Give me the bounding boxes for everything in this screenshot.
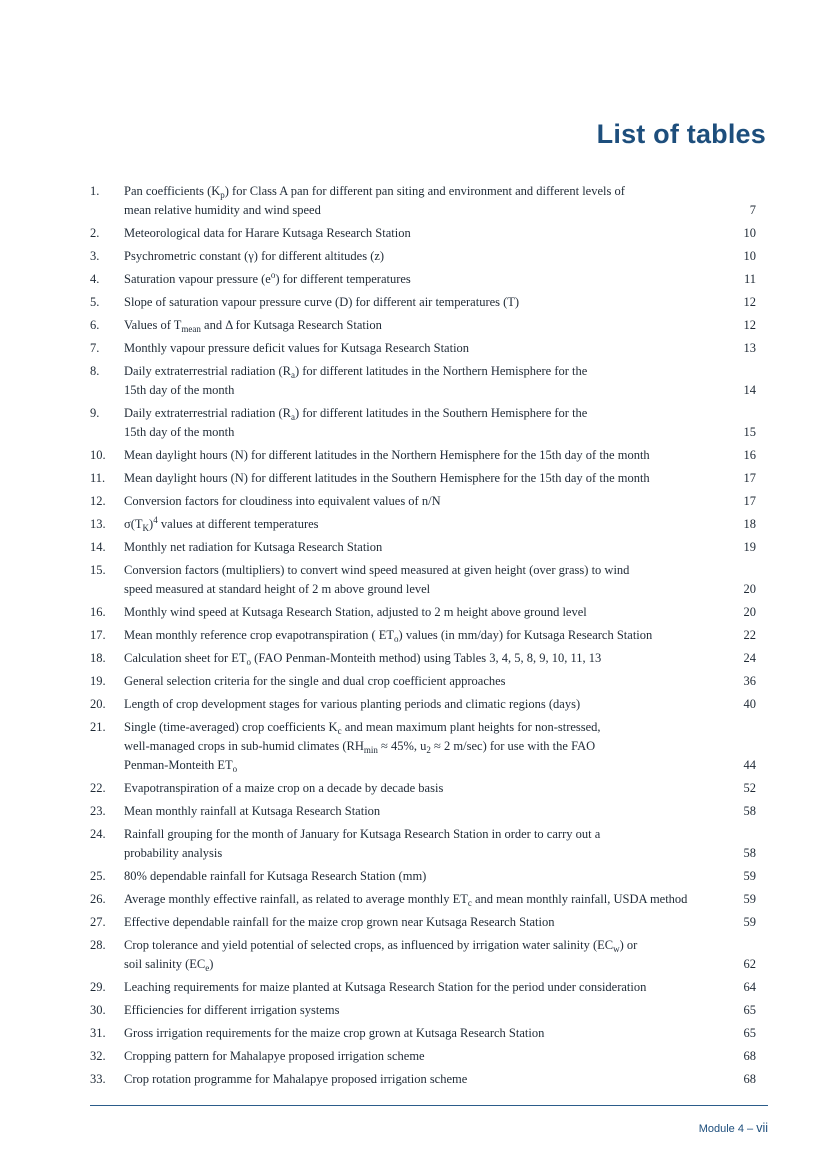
item-page: 18 bbox=[743, 517, 756, 531]
item-number: 19. bbox=[90, 674, 106, 688]
item-number: 5. bbox=[90, 295, 100, 309]
list-item bbox=[90, 492, 756, 511]
item-title: Pan coefficients $(K_p)$ for Class A pan for different pan siting and environment and different levels of mean relative humidity and wind speed bbox=[124, 184, 625, 217]
item-number: 15. bbox=[90, 563, 106, 577]
item-page: 20 bbox=[743, 582, 756, 596]
list-item bbox=[90, 339, 756, 358]
list-item bbox=[90, 247, 756, 266]
item-title: Length of crop development stages for various planting periods and climatic regions (days) bbox=[124, 697, 581, 711]
item-page: 7 bbox=[749, 203, 756, 217]
list-item bbox=[90, 890, 756, 909]
item-page: 20 bbox=[743, 605, 756, 619]
item-number: 9. bbox=[90, 406, 100, 420]
item-number: 16. bbox=[90, 605, 106, 619]
list-item bbox=[90, 802, 756, 821]
item-title: Saturation vapour pressure $(e^o)$ for different temperatures bbox=[124, 270, 411, 286]
page-footer bbox=[699, 1121, 768, 1135]
item-title: Slope of saturation vapour pressure curve (D) for different air temperatures (T) bbox=[124, 295, 520, 309]
item-number: 25. bbox=[90, 869, 106, 883]
list-item bbox=[90, 672, 756, 691]
item-number: 13. bbox=[90, 517, 106, 531]
item-number: 24. bbox=[90, 827, 106, 841]
item-number: 29. bbox=[90, 980, 106, 994]
item-number: 10. bbox=[90, 448, 106, 462]
footer-module-label: Module 4 – bbox=[698, 1123, 757, 1135]
item-title: Single (time-averaged) crop coefficients $K_c$ and mean maximum plant heights for non-stressed, well-managed crops in sub-humid climates ($RH_{min} \approx 45\%$, $u_2 \approx 2$ m/sec) for use with the FAO Penman-Monteith $ET_o$ bbox=[124, 720, 601, 774]
item-page: 12 bbox=[743, 295, 756, 309]
item-title: 80% dependable rainfall for Kutsaga Research Station (mm) bbox=[124, 869, 427, 883]
item-title: $\sigma(T_K)^4$ values at different temperatures bbox=[124, 515, 319, 533]
item-page: 36 bbox=[743, 674, 756, 688]
list-item bbox=[90, 1070, 756, 1089]
item-number: 26. bbox=[90, 892, 106, 906]
page-title: List of tables bbox=[596, 119, 766, 149]
list-item bbox=[90, 649, 756, 668]
footer-page-number: vii bbox=[756, 1121, 768, 1135]
list-item bbox=[90, 913, 756, 932]
item-number: 18. bbox=[90, 651, 106, 665]
item-page: 12 bbox=[743, 318, 756, 332]
item-title: Crop tolerance and yield potential of selected crops, as influenced by irrigation water salinity $(EC_w)$ or soil salinity $(EC_e)$ bbox=[124, 938, 638, 973]
item-title: Leaching requirements for maize planted at Kutsaga Research Station for the period under consideration bbox=[124, 980, 647, 994]
item-page: 59 bbox=[743, 892, 756, 906]
list-item bbox=[90, 224, 756, 243]
item-page: 65 bbox=[743, 1003, 756, 1017]
item-title: General selection criteria for the single and dual crop coefficient approaches bbox=[124, 674, 506, 688]
item-title: Mean monthly rainfall at Kutsaga Research Station bbox=[124, 804, 381, 818]
item-page: 58 bbox=[743, 846, 756, 860]
list-item bbox=[90, 404, 756, 442]
item-number: 14. bbox=[90, 540, 106, 554]
item-title: Daily extraterrestrial radiation $(R_a)$ for different latitudes in the Northern Hemisphere for the 15th day of the month bbox=[124, 364, 588, 397]
list-item bbox=[90, 446, 756, 465]
item-page: 17 bbox=[743, 494, 756, 508]
item-number: 3. bbox=[90, 249, 100, 263]
item-title: Effective dependable rainfall for the maize crop grown near Kutsaga Research Station bbox=[124, 915, 555, 929]
item-number: 12. bbox=[90, 494, 106, 508]
item-page: 59 bbox=[743, 915, 756, 929]
item-page: 44 bbox=[743, 758, 756, 772]
list-item bbox=[90, 561, 756, 599]
item-number: 2. bbox=[90, 226, 100, 240]
list-item bbox=[90, 182, 756, 220]
item-page: 58 bbox=[743, 804, 756, 818]
item-page: 68 bbox=[743, 1049, 756, 1063]
item-number: 22. bbox=[90, 781, 106, 795]
item-number: 28. bbox=[90, 938, 106, 952]
list-item bbox=[90, 867, 756, 886]
item-number: 20. bbox=[90, 697, 106, 711]
item-page: 16 bbox=[743, 448, 756, 462]
item-title: Values of $T_{mean}$ and Δ for Kutsaga Research Station bbox=[124, 318, 382, 334]
item-title: Mean daylight hours (N) for different latitudes in the Southern Hemisphere for the 15th day of the month bbox=[124, 471, 650, 485]
item-number: 33. bbox=[90, 1072, 106, 1086]
item-page: 68 bbox=[743, 1072, 756, 1086]
item-number: 23. bbox=[90, 804, 106, 818]
list-item bbox=[90, 978, 756, 997]
list-item bbox=[90, 603, 756, 622]
item-title: Daily extraterrestrial radiation $(R_a)$ for different latitudes in the Southern Hemisphere for the 15th day of the month bbox=[124, 406, 588, 439]
item-number: 8. bbox=[90, 364, 100, 378]
item-title: Conversion factors (multipliers) to convert wind speed measured at given height (over grass) to wind speed measured at standard height of 2 m above ground level bbox=[124, 563, 630, 596]
item-page: 59 bbox=[743, 869, 756, 883]
item-number: 7. bbox=[90, 341, 100, 355]
item-title: Mean monthly reference crop evapotranspiration ( $ET_o$) values (in mm/day) for Kutsaga Research Station bbox=[124, 628, 653, 644]
item-page: 19 bbox=[743, 540, 756, 554]
item-page: 13 bbox=[743, 341, 756, 355]
item-title: Gross irrigation requirements for the maize crop grown at Kutsaga Research Station bbox=[124, 1026, 545, 1040]
list-item bbox=[90, 293, 756, 312]
item-page: 10 bbox=[743, 226, 756, 240]
list-item bbox=[90, 1001, 756, 1020]
item-title: Meteorological data for Harare Kutsaga Research Station bbox=[124, 226, 411, 240]
item-page: 24 bbox=[743, 651, 756, 665]
item-title: Crop rotation programme for Mahalapye proposed irrigation scheme bbox=[124, 1072, 468, 1086]
list-item bbox=[90, 825, 756, 863]
list-item bbox=[90, 316, 756, 335]
item-title: Efficiencies for different irrigation systems bbox=[124, 1003, 340, 1017]
item-page: 62 bbox=[743, 957, 756, 971]
list-item bbox=[90, 1047, 756, 1066]
item-number: 21. bbox=[90, 720, 106, 734]
item-title: Conversion factors for cloudiness into equivalent values of n/N bbox=[124, 494, 441, 508]
list-item bbox=[90, 1024, 756, 1043]
list-item bbox=[90, 538, 756, 557]
item-page: 52 bbox=[743, 781, 756, 795]
list-item bbox=[90, 936, 756, 974]
item-number: 30. bbox=[90, 1003, 106, 1017]
table-list bbox=[90, 182, 756, 1093]
list-item bbox=[90, 515, 756, 534]
item-page: 15 bbox=[743, 425, 756, 439]
item-page: 10 bbox=[743, 249, 756, 263]
item-title: Cropping pattern for Mahalapye proposed irrigation scheme bbox=[124, 1049, 425, 1063]
item-page: 11 bbox=[743, 272, 756, 286]
item-page: 14 bbox=[743, 383, 756, 397]
list-item bbox=[90, 469, 756, 488]
item-page: 22 bbox=[743, 628, 756, 642]
item-title: Rainfall grouping for the month of January for Kutsaga Research Station in order to carry out a probability analysis bbox=[124, 827, 601, 860]
list-item bbox=[90, 270, 756, 289]
item-number: 32. bbox=[90, 1049, 106, 1063]
list-item bbox=[90, 626, 756, 645]
item-title: Monthly wind speed at Kutsaga Research Station, adjusted to 2 m height above ground level bbox=[124, 605, 587, 619]
item-number: 17. bbox=[90, 628, 106, 642]
item-page: 64 bbox=[743, 980, 756, 994]
item-title: Monthly net radiation for Kutsaga Research Station bbox=[124, 540, 383, 554]
item-title: Mean daylight hours (N) for different latitudes in the Northern Hemisphere for the 15th day of the month bbox=[124, 448, 650, 462]
list-item bbox=[90, 718, 756, 775]
item-number: 1. bbox=[90, 184, 100, 198]
item-title: Evapotranspiration of a maize crop on a decade by decade basis bbox=[124, 781, 444, 795]
list-item bbox=[90, 695, 756, 714]
item-page: 17 bbox=[743, 471, 756, 485]
item-title: Monthly vapour pressure deficit values for Kutsaga Research Station bbox=[124, 341, 470, 355]
item-number: 6. bbox=[90, 318, 100, 332]
list-item bbox=[90, 779, 756, 798]
footer-divider bbox=[90, 1105, 768, 1106]
item-number: 11. bbox=[90, 471, 106, 485]
list-item bbox=[90, 362, 756, 400]
item-title: Calculation sheet for $ET_o$ (FAO Penman-Monteith method) using Tables 3, 4, 5, 8, 9, 10, 11, 13 bbox=[124, 651, 602, 667]
item-page: 40 bbox=[743, 697, 756, 711]
item-number: 4. bbox=[90, 272, 100, 286]
item-number: 27. bbox=[90, 915, 106, 929]
item-page: 65 bbox=[743, 1026, 756, 1040]
item-number: 31. bbox=[90, 1026, 106, 1040]
item-title: Psychrometric constant (γ) for different altitudes (z) bbox=[124, 249, 385, 263]
item-title: Average monthly effective rainfall, as related to average monthly $ET_c$ and mean monthly rainfall, USDA method bbox=[124, 892, 688, 908]
